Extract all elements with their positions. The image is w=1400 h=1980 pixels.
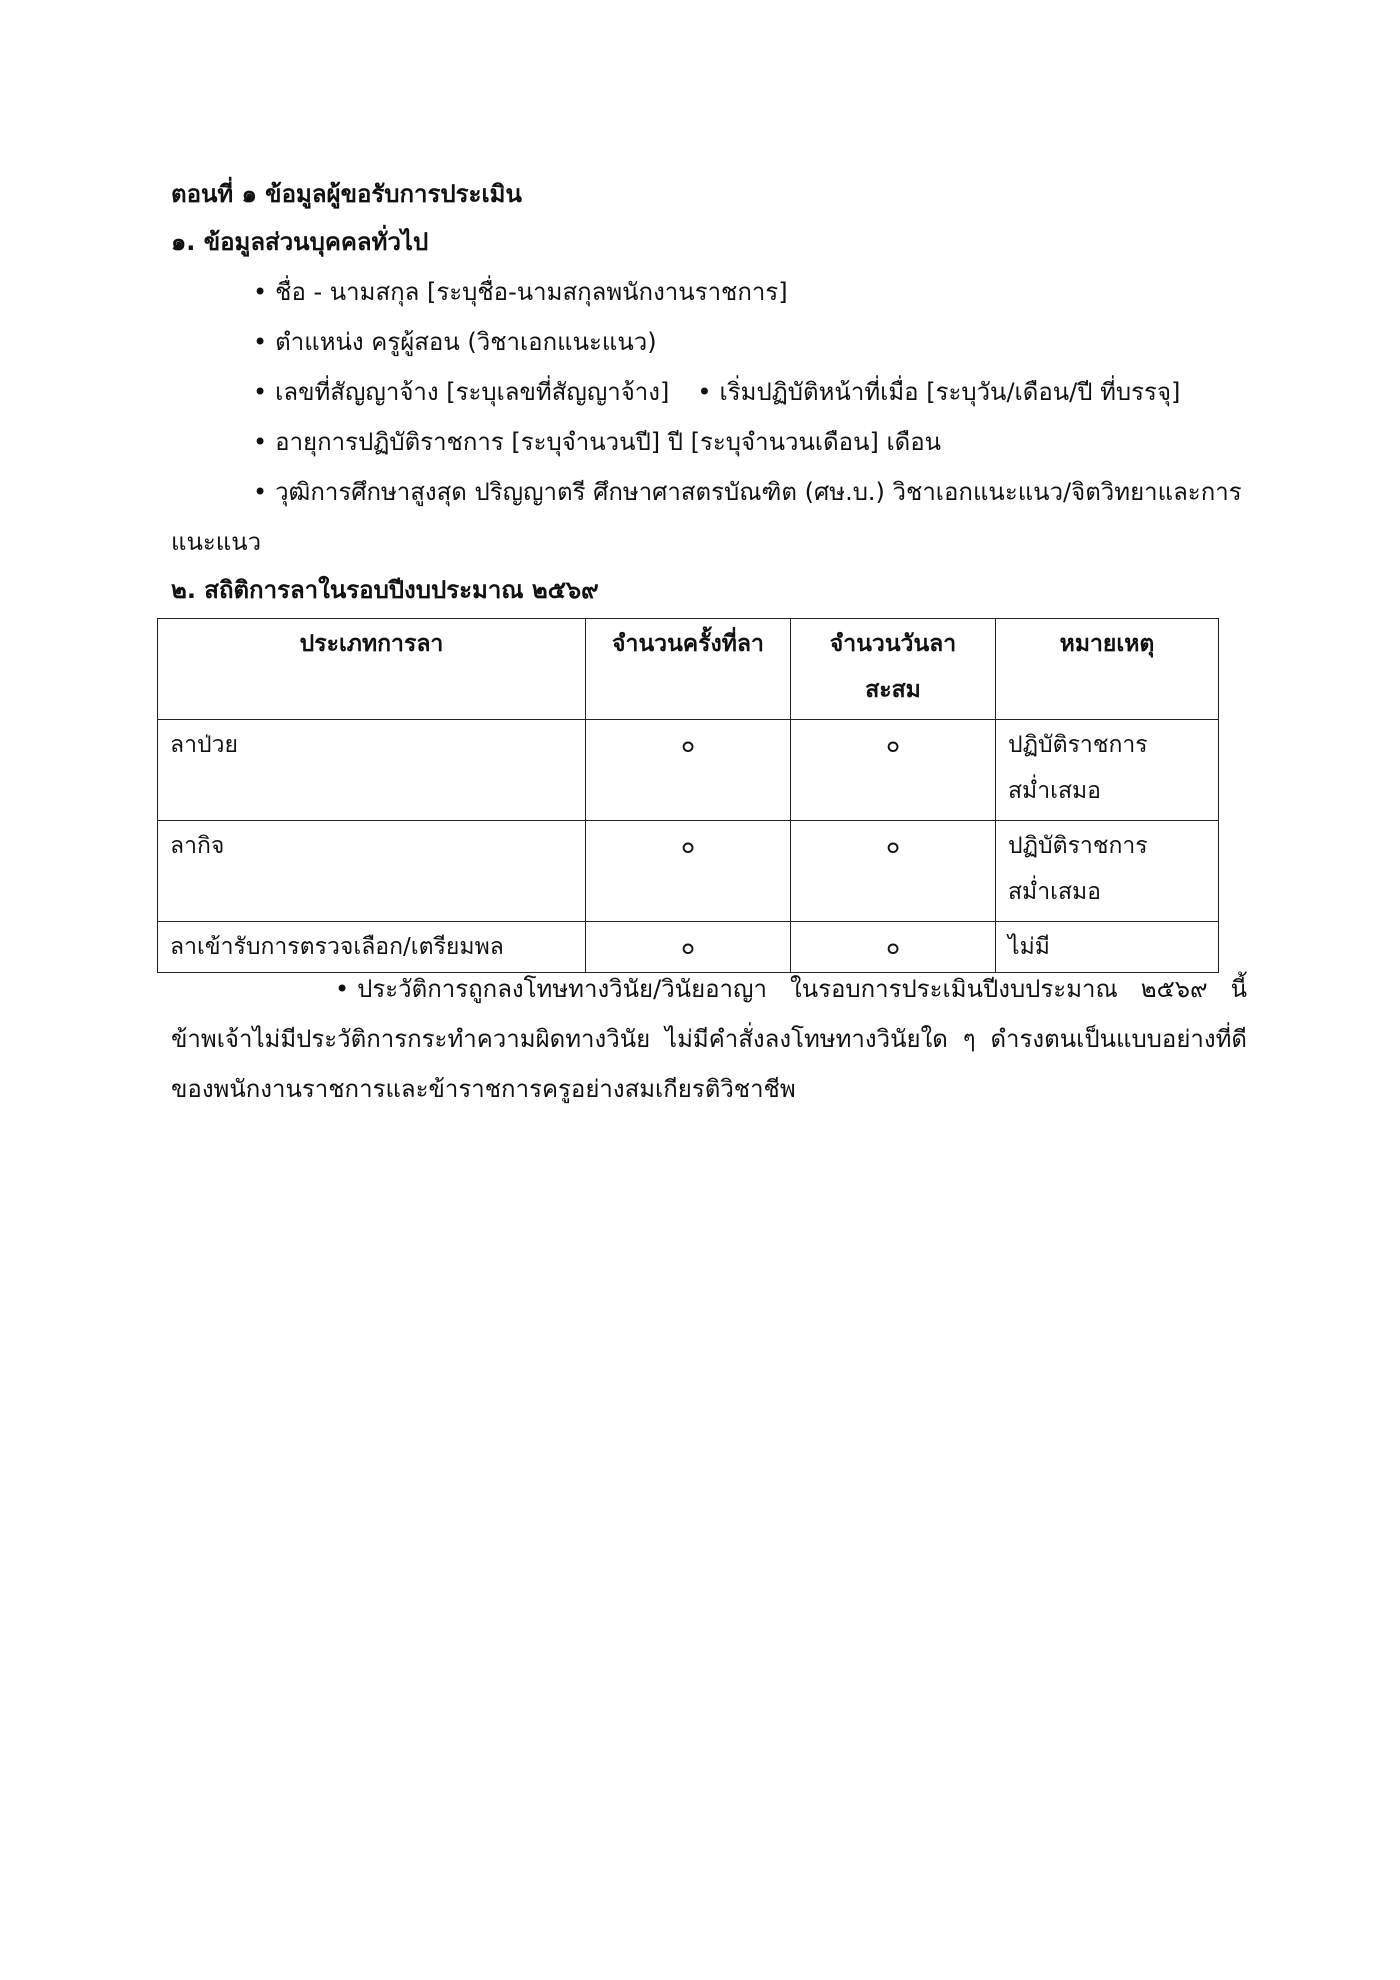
education-text-1: วุฒิการศึกษาสูงสุด ปริญญาตรี ศึกษาศาสตรบัณฑิต (ศษ.บ.) วิชาเอกแนะแนว/จิตวิทยาและการ: [275, 478, 1242, 506]
table-row: [158, 720, 1219, 821]
start-date-text: เริ่มปฏิบัติหน้าที่เมื่อ [ระบุวัน/เดือน/ปี ที่บรรจุ]: [719, 378, 1181, 406]
bullet-icon: •: [253, 328, 268, 356]
position-text: ตำแหน่ง ครูผู้สอน (วิชาเอกแนะแนว): [275, 328, 657, 356]
header-leave-days: จำนวนวันลาสะสม: [791, 619, 996, 720]
header-leave-type: ประเภทการลา: [158, 619, 586, 720]
bullet-icon: •: [253, 428, 268, 456]
leave-count-cell: ๐: [586, 821, 791, 922]
leave-days-cell: ๐: [791, 922, 996, 973]
header-remark: หมายเหตุ: [996, 619, 1219, 720]
leave-type-cell: ลาเข้ารับการตรวจเลือก/เตรียมพล: [158, 922, 586, 973]
leave-type-cell: ลาป่วย: [158, 720, 586, 821]
education-line-continued: แนะแนว: [171, 528, 262, 556]
contract-line: [253, 374, 1180, 410]
bullet-icon: •: [253, 478, 268, 506]
remark-cell: ปฏิบัติราชการสม่ำเสมอ: [996, 821, 1219, 922]
bullet-icon: •: [253, 278, 268, 306]
education-line: [253, 474, 1242, 510]
personal-info-heading: ๑. ข้อมูลส่วนบุคคลทั่วไป: [171, 228, 429, 256]
leave-heading: ๒. สถิติการลาในรอบปีงบประมาณ ๒๕๖๙: [171, 576, 599, 604]
position-line: [253, 324, 657, 360]
name-line: [253, 274, 788, 310]
bullet-icon: •: [335, 975, 350, 1003]
service-age-text: อายุการปฏิบัติราชการ [ระบุจำนวนปี] ปี [ระบุจำนวนเดือน] เดือน: [275, 428, 942, 456]
table-row: [158, 821, 1219, 922]
bullet-icon: •: [697, 378, 712, 406]
section-title: ตอนที่ ๑ ข้อมูลผู้ขอรับการประเมิน: [171, 180, 522, 208]
header-leave-count: จำนวนครั้งที่ลา: [586, 619, 791, 720]
table-header-row: [158, 619, 1219, 720]
leave-statistics-table: [157, 618, 1219, 973]
remark-cell: ปฏิบัติราชการสม่ำเสมอ: [996, 720, 1219, 821]
leave-type-cell: ลากิจ: [158, 821, 586, 922]
leave-count-cell: ๐: [586, 720, 791, 821]
remark-cell: ไม่มี: [996, 922, 1219, 973]
discipline-paragraph: [171, 964, 1247, 1114]
name-text: ชื่อ - นามสกุล [ระบุชื่อ-นามสกุลพนักงานราชการ]: [275, 278, 788, 306]
discipline-text: ประวัติการถูกลงโทษทางวินัย/วินัยอาญา ในรอบการประเมินปีงบประมาณ ๒๕๖๙ นี้ ข้าพเจ้าไม่มีประวัติการกระทำความผิดทางวินัย ไม่มีคำสั่งลงโทษทางวินัยใด ๆ ดำรงตนเป็นแบบอย่างที่ดีของพนักงานราชการและข้าราชการครูอย่างสมเกียรติวิชาชีพ: [171, 975, 1247, 1103]
bullet-icon: •: [253, 378, 268, 406]
service-age-line: [253, 424, 941, 460]
leave-days-cell: ๐: [791, 720, 996, 821]
contract-text: เลขที่สัญญาจ้าง [ระบุเลขที่สัญญาจ้าง]: [275, 378, 670, 406]
leave-count-cell: ๐: [586, 922, 791, 973]
leave-days-cell: ๐: [791, 821, 996, 922]
